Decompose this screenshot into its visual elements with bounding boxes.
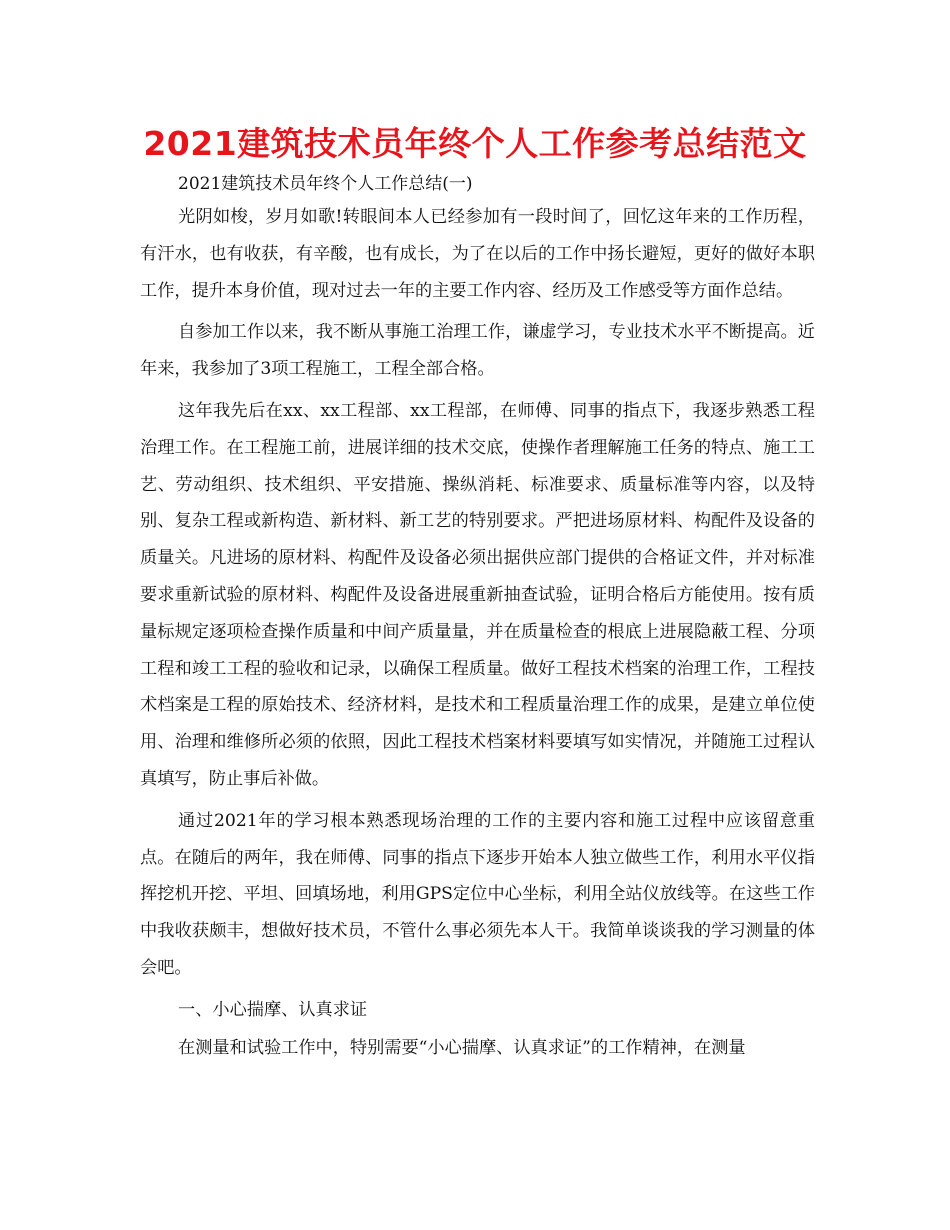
paragraph-project-work: 这年我先后在xx、xx工程部、xx工程部，在师傅、同事的指点下，我逐步熟悉工程治理工作。在工程施工前，进展详细的技术交底，使操作者理解施工任务的特点、施工工艺、劳动组织、技术组织、平安措施、操纵消耗、标准要求、质量标准等内容，以及特别、复杂工程或新构造、新材料、新工艺的特别要求。严把进场原材料、构配件及设备的质量关。凡进场的原材料、构配件及设备必须出据供应部门提供的合格证文件，并对标准要求重新试验的原材料、构配件及设备进展重新抽查试验，证明合格后方能使用。按有质量标规定逐项检查操作质量和中间产质量量，并在质量检查的根底上进展隐蔽工程、分项工程和竣工工程的验收和记录，以确保工程质量。做好工程技术档案的治理工作，工程技术档案是工程的原始技术、经济材料，是技术和工程质量治理工作的成果，是建立单位使用、治理和维修所必须的依照，因此工程技术档案材料要填写如实情况，并随施工过程认真填写，防止事后补做。 <box>140 400 815 789</box>
paragraph-intro: 光阴如梭，岁月如歌!转眼间本人已经参加有一段时间了，回忆这年来的工作历程，有汗水，也有收获，有辛酸，也有成长，为了在以后的工作中扬长避短，更好的做好本职工作，提升本身价值，现对过去一年的主要工作内容、经历及工作感受等方面作总结。 <box>140 207 815 301</box>
section-heading: 一、小心揣摩、认真求证 <box>178 999 368 1020</box>
document-title: 2021建筑技术员年终个人工作参考总结范文 <box>143 124 807 163</box>
document-subtitle: 2021建筑技术员年终个人工作总结(一) <box>178 174 473 194</box>
paragraph-measurement: 在测量和试验工作中，特别需要“小心揣摩、认真求证”的工作精神，在测量 <box>178 1037 746 1058</box>
paragraph-career: 自参加工作以来，我不断从事施工治理工作，谦虚学习，专业技术水平不断提高。近年来，我参加了3项工程施工，工程全部合格。 <box>140 322 815 380</box>
document-body <box>140 199 815 1071</box>
paragraph-learning: 通过2021年的学习根本熟悉现场治理的工作的主要内容和施工过程中应该留意重点。在随后的两年，我在师傅、同事的指点下逐步开始本人独立做些工作，利用水平仪指挥挖机开挖、平坦、回填场地，利用GPS定位中心坐标，利用全站仪放线等。在这些工作中我收获颇丰，想做好技术员，不管什么事必须先本人干。我简单谈谈我的学习测量的体会吧。 <box>140 810 815 978</box>
